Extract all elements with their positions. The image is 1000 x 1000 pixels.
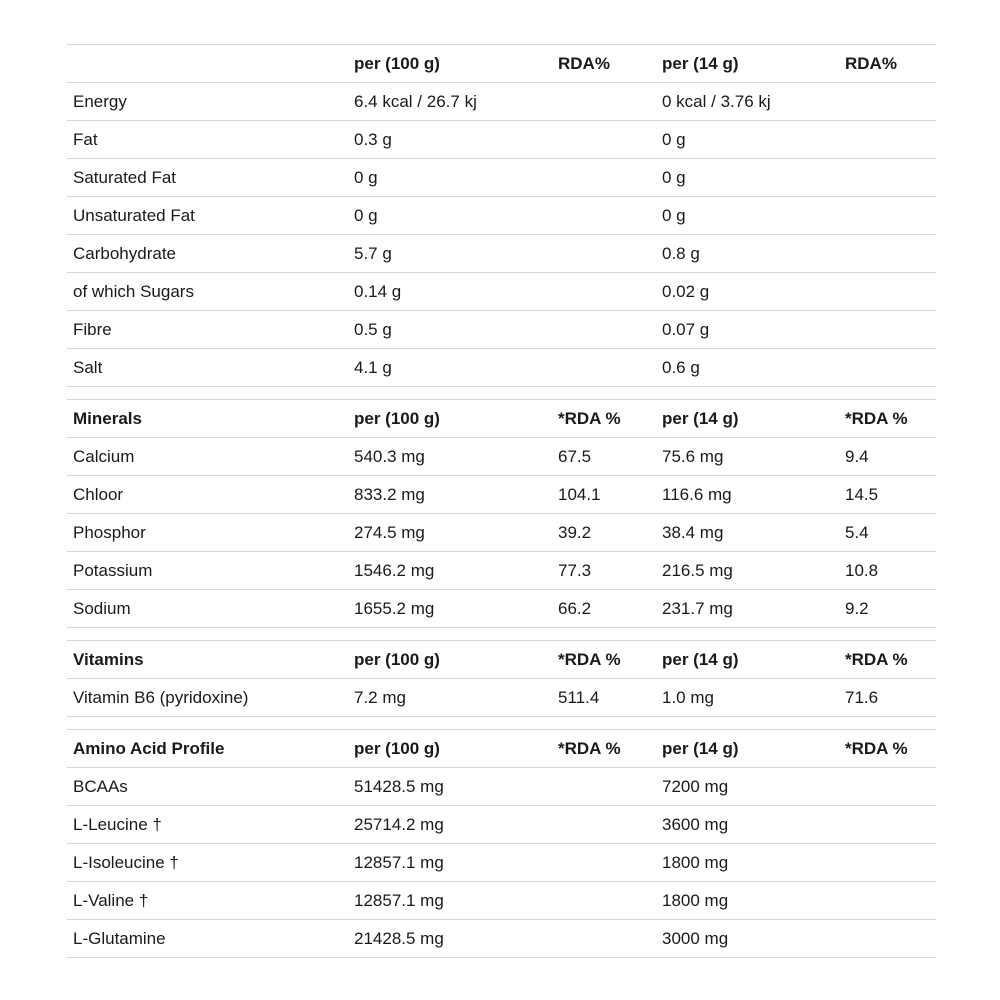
per-100g-cell: 0.5 g xyxy=(354,319,392,339)
label-cell: Carbohydrate xyxy=(73,243,177,263)
table-row xyxy=(67,121,936,159)
label-cell: Fibre xyxy=(73,319,112,339)
label-cell: Potassium xyxy=(73,560,153,580)
per-100g-cell: 1655.2 mg xyxy=(354,598,435,618)
per-14g-cell: 0 g xyxy=(662,167,686,187)
label-cell: Phosphor xyxy=(73,522,146,542)
per-14g-cell: 75.6 mg xyxy=(662,446,724,466)
header-per-14g-cell: per (14 g) xyxy=(662,53,739,73)
per-100g-cell: 7.2 mg xyxy=(354,687,406,707)
per-14g-cell: 0.07 g xyxy=(662,319,710,339)
table-row xyxy=(67,844,936,882)
rda-14g-cell: 5.4 xyxy=(845,522,869,542)
header-per-100g-cell: per (100 g) xyxy=(354,738,440,758)
header-label-cell: Minerals xyxy=(73,408,142,428)
per-14g-cell: 0.02 g xyxy=(662,281,710,301)
per-14g-cell: 0 g xyxy=(662,129,686,149)
per-100g-cell: 0.14 g xyxy=(354,281,402,301)
table-row xyxy=(67,349,936,387)
header-per-14g-cell: per (14 g) xyxy=(662,738,739,758)
rda-100g-cell: 39.2 xyxy=(558,522,592,542)
header-rda-14g-cell: *RDA % xyxy=(845,738,908,758)
header-rda-100g-cell: *RDA % xyxy=(558,738,621,758)
per-14g-cell: 1800 mg xyxy=(662,852,729,872)
header-label-cell: Vitamins xyxy=(73,649,144,669)
header-per-100g-cell: per (100 g) xyxy=(354,649,440,669)
per-14g-cell: 1800 mg xyxy=(662,890,729,910)
per-100g-cell: 0 g xyxy=(354,205,378,225)
amino-header-row xyxy=(67,730,936,768)
per-14g-cell: 3000 mg xyxy=(662,928,729,948)
rda-100g-cell: 77.3 xyxy=(558,560,592,580)
label-cell: L-Valine † xyxy=(73,890,149,910)
header-per-14g-cell: per (14 g) xyxy=(662,408,739,428)
per-100g-cell: 12857.1 mg xyxy=(354,890,444,910)
table-row xyxy=(67,514,936,552)
table-row xyxy=(67,235,936,273)
table-row xyxy=(67,438,936,476)
nutrition-section xyxy=(67,44,936,387)
per-100g-cell: 6.4 kcal / 26.7 kj xyxy=(354,91,477,111)
rda-14g-cell: 9.2 xyxy=(845,598,869,618)
header-rda-14g-cell: *RDA % xyxy=(845,649,908,669)
per-14g-cell: 38.4 mg xyxy=(662,522,724,542)
per-14g-cell: 1.0 mg xyxy=(662,687,714,707)
rda-100g-cell: 104.1 xyxy=(558,484,601,504)
amino-section xyxy=(67,729,936,958)
label-cell: of which Sugars xyxy=(73,281,194,301)
per-14g-cell: 0.6 g xyxy=(662,357,700,377)
per-100g-cell: 4.1 g xyxy=(354,357,392,377)
per-14g-cell: 3600 mg xyxy=(662,814,729,834)
rda-100g-cell: 66.2 xyxy=(558,598,592,618)
per-100g-cell: 5.7 g xyxy=(354,243,392,263)
label-cell: L-Leucine † xyxy=(73,814,162,834)
label-cell: BCAAs xyxy=(73,776,128,796)
label-cell: Calcium xyxy=(73,446,135,466)
per-14g-cell: 216.5 mg xyxy=(662,560,733,580)
rda-100g-cell: 511.4 xyxy=(558,687,600,707)
table-row xyxy=(67,197,936,235)
header-rda-100g-cell: *RDA % xyxy=(558,649,621,669)
per-100g-cell: 274.5 mg xyxy=(354,522,425,542)
per-100g-cell: 12857.1 mg xyxy=(354,852,444,872)
rda-14g-cell: 9.4 xyxy=(845,446,869,466)
header-per-14g-cell: per (14 g) xyxy=(662,649,739,669)
header-rda-14g-cell: RDA% xyxy=(845,53,897,73)
header-per-100g-cell: per (100 g) xyxy=(354,53,440,73)
minerals-header-row xyxy=(67,400,936,438)
per-100g-cell: 25714.2 mg xyxy=(354,814,444,834)
table-row xyxy=(67,311,936,349)
table-row xyxy=(67,679,936,717)
vitamins-section xyxy=(67,640,936,717)
per-14g-cell: 0.8 g xyxy=(662,243,700,263)
table-row xyxy=(67,476,936,514)
per-100g-cell: 0 g xyxy=(354,167,378,187)
nutrition-header-row xyxy=(67,45,936,83)
per-100g-cell: 51428.5 mg xyxy=(354,776,444,796)
table-row xyxy=(67,273,936,311)
table-row xyxy=(67,83,936,121)
label-cell: L-Isoleucine † xyxy=(73,852,179,872)
header-rda-14g-cell: *RDA % xyxy=(845,408,908,428)
label-cell: Unsaturated Fat xyxy=(73,205,195,225)
table-row xyxy=(67,552,936,590)
label-cell: Fat xyxy=(73,129,98,149)
rda-14g-cell: 10.8 xyxy=(845,560,879,580)
label-cell: Sodium xyxy=(73,598,131,618)
per-14g-cell: 231.7 mg xyxy=(662,598,733,618)
minerals-section xyxy=(67,399,936,628)
table-row xyxy=(67,590,936,628)
table-row xyxy=(67,920,936,958)
nutrition-facts-table xyxy=(67,44,936,958)
rda-100g-cell: 67.5 xyxy=(558,446,592,466)
vitamins-header-row xyxy=(67,641,936,679)
label-cell: Energy xyxy=(73,91,127,111)
table-row xyxy=(67,806,936,844)
header-label-cell: Amino Acid Profile xyxy=(73,738,225,758)
per-100g-cell: 21428.5 mg xyxy=(354,928,444,948)
rda-14g-cell: 71.6 xyxy=(845,687,879,707)
per-14g-cell: 0 g xyxy=(662,205,686,225)
per-14g-cell: 116.6 mg xyxy=(662,484,732,504)
per-100g-cell: 1546.2 mg xyxy=(354,560,435,580)
header-rda-100g-cell: RDA% xyxy=(558,53,610,73)
per-14g-cell: 0 kcal / 3.76 kj xyxy=(662,91,771,111)
per-100g-cell: 0.3 g xyxy=(354,129,392,149)
per-100g-cell: 833.2 mg xyxy=(354,484,425,504)
label-cell: Saturated Fat xyxy=(73,167,177,187)
label-cell: Salt xyxy=(73,357,103,377)
label-cell: Chloor xyxy=(73,484,124,504)
per-100g-cell: 540.3 mg xyxy=(354,446,425,466)
rda-14g-cell: 14.5 xyxy=(845,484,879,504)
table-row xyxy=(67,159,936,197)
table-row xyxy=(67,768,936,806)
label-cell: Vitamin B6 (pyridoxine) xyxy=(73,687,249,707)
per-14g-cell: 7200 mg xyxy=(662,776,729,796)
table-row xyxy=(67,882,936,920)
header-rda-100g-cell: *RDA % xyxy=(558,408,621,428)
label-cell: L-Glutamine xyxy=(73,928,166,948)
header-per-100g-cell: per (100 g) xyxy=(354,408,440,428)
